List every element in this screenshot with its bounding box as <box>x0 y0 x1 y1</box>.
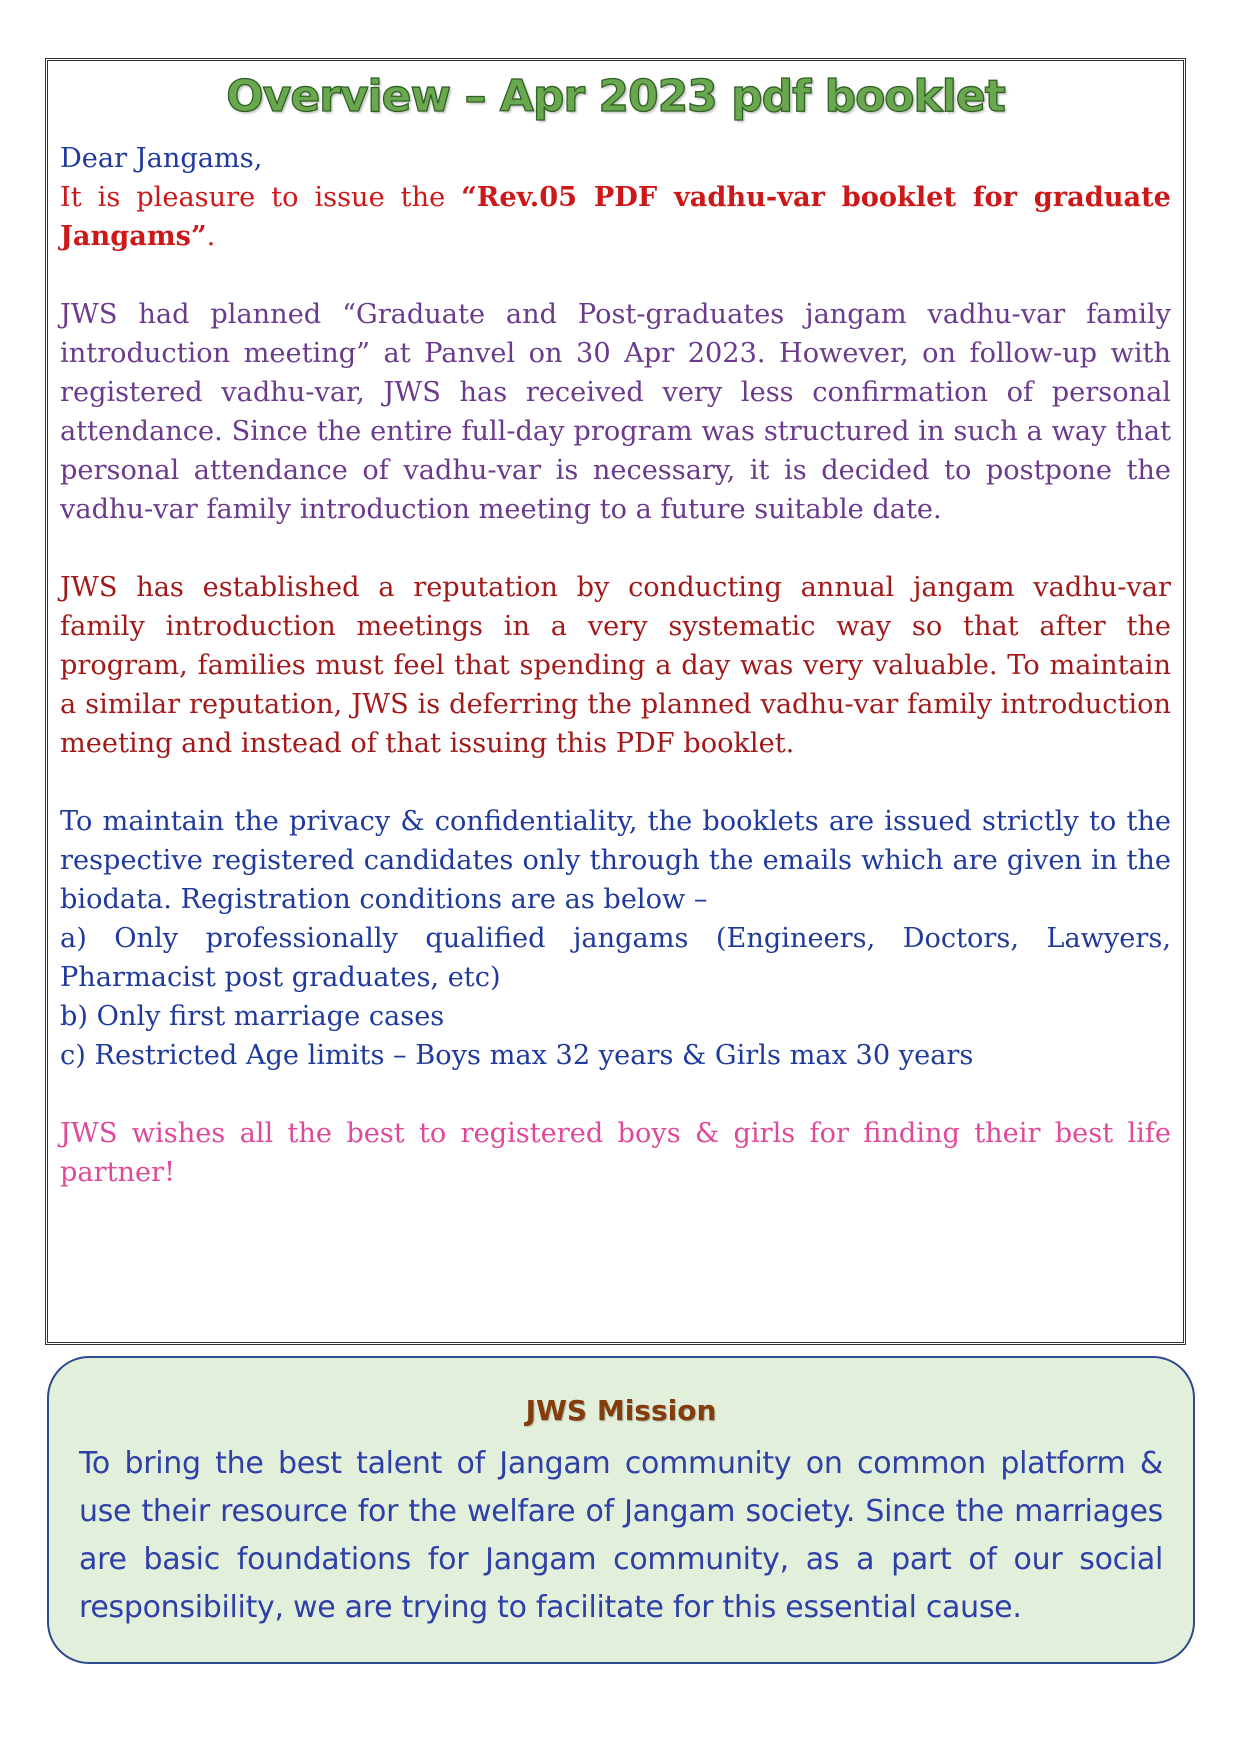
postpone-paragraph: JWS had planned “Graduate and Post-graduates jangam vadhu-var family introduction meeting” at Panvel on 30 Apr 2023. However, on follow-up with registered vadhu-var, JWS has received very less confirmation of personal attendance. Since the entire full-day program was structured in such a way that personal attendance of vadhu-var is necessary, it is decided to postpone the vadhu-var family introduction meeting to a future suitable date. <box>60 299 1171 525</box>
mission-title: JWS Mission <box>525 1394 717 1427</box>
overview-box <box>45 58 1186 1345</box>
condition-item: b) Only first marriage cases <box>60 1001 445 1032</box>
greeting: Dear Jangams, <box>60 143 263 174</box>
booklet-name: “Rev.05 PDF vadhu-var booklet for graduate Jangams” <box>60 181 1171 252</box>
page-title: Overview – Apr 2023 pdf booklet <box>226 71 1005 122</box>
reputation-paragraph: JWS has established a reputation by conducting annual jangam vadhu-var family introduction meetings in a very systematic way so that after the program, families must feel that spending a day was very valuable. To maintain a similar reputation, JWS is deferring the planned vadhu-var family introduction meeting and instead of that issuing this PDF booklet. <box>60 572 1171 759</box>
condition-item: c) Restricted Age limits – Boys max 32 years & Girls max 30 years <box>60 1040 974 1071</box>
privacy-paragraph: To maintain the privacy & confidentiality, the booklets are issued strictly to the respective registered candidates only through the emails which are given in the biodata. Registration conditions are as below – <box>60 806 1171 915</box>
intro-lead: It is pleasure to issue the <box>60 182 462 213</box>
intro-end: . <box>206 221 216 252</box>
closing-paragraph: JWS wishes all the best to registered boys & girls for finding their best life partner! <box>60 1118 1171 1188</box>
mission-box <box>47 1356 1195 1664</box>
condition-item: a) Only professionally qualified jangams (Engineers, Doctors, Lawyers, Pharmacist post graduates, etc) <box>60 923 1171 993</box>
mission-text: To bring the best talent of Jangam community on common platform & use their resource for the welfare of Jangam society. Since the marriages are basic foundations for Jangam community, as a part of our social responsibility, we are trying to facilitate for this essential cause. <box>79 1446 1163 1625</box>
overview-body <box>60 139 1171 1192</box>
intro-paragraph <box>60 178 1171 256</box>
